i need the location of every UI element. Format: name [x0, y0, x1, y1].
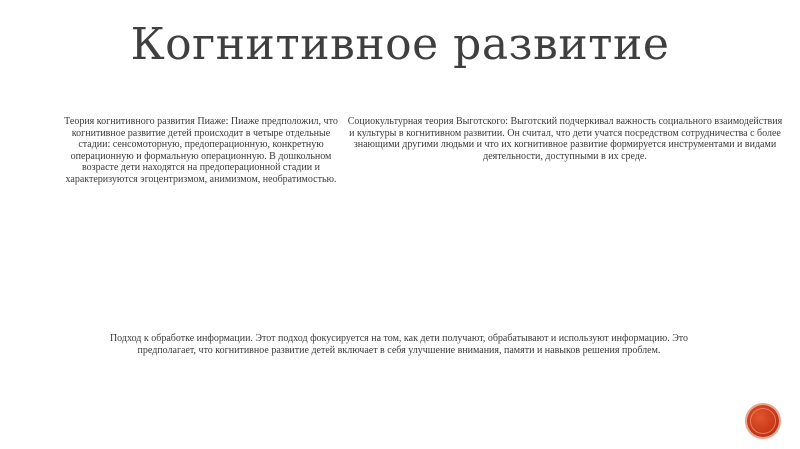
- nav-button-ring: [750, 408, 776, 434]
- piaget-theory-text: Теория когнитивного развития Пиаже: Пиаже предположил, что когнитивное развитие детей происходит в четыре отдельные стадии: сенсомоторную, предоперационную, конкретную операционную и формальную операционную. В дошкольном возрасте дети находятся на предоперационной стадии и характеризуются эгоцентризмом, анимизмом, необратимостью.: [64, 116, 338, 185]
- information-processing-text: Подход к обработке информации. Этот подход фокусируется на том, как дети получают, обрабатывают и используют информацию. Это предполагает, что когнитивное развитие детей включает в себя улучшение внимания, памяти и навыков решения проблем.: [109, 333, 689, 356]
- vygotsky-theory-text: Социокультурная теория Выготского: Выготский подчеркивал важность социального взаимодействия и культуры в когнитивном развитии. Он считал, что дети учатся посредством сотрудничества с более знающими другими людьми и что их когнитивное развитие формируется инструментами и видами деятельности, доступными в их среде.: [347, 116, 783, 162]
- slide-title: Когнитивное развитие: [130, 19, 670, 70]
- orange-circle-icon[interactable]: [747, 405, 779, 437]
